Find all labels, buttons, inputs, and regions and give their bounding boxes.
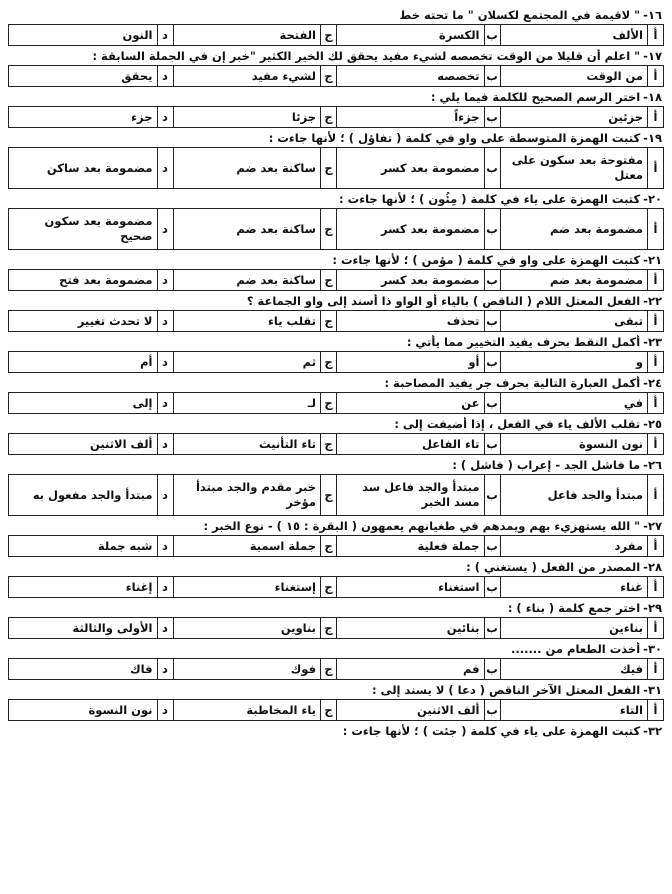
option-letter[interactable]: ب (484, 577, 500, 597)
option-letter[interactable]: ج (320, 434, 336, 454)
option-letter[interactable]: د (157, 66, 173, 86)
question-stem: اختر الرسم الصحيح للكلمة فيما يلي : (430, 90, 641, 104)
question-stem: " اعلم أن قليلا من الوقت تخصصه لشيء مفيد يحقق لك الخير الكثير "خبر إن في الجملة السابقة : (92, 49, 641, 63)
option-letter[interactable]: ب (484, 270, 500, 290)
option-letter[interactable]: ب (484, 475, 500, 515)
question-number: ١٦- (643, 8, 662, 22)
option-letter[interactable]: ج (320, 270, 336, 290)
option-text[interactable]: جزء (131, 109, 153, 124)
question-stem: تقلب الألف ياء في الفعل ، إذا أضيفت إلى : (394, 417, 641, 431)
option-text[interactable]: مبتدأ والجد فاعل (500, 475, 648, 515)
option-letter[interactable]: أ (647, 434, 663, 454)
question-number: ٢٠- (643, 192, 662, 206)
option-letter[interactable]: أ (647, 393, 663, 413)
option-letter[interactable]: أ (647, 311, 663, 331)
option-text[interactable]: يحقق (121, 68, 153, 83)
question-text (8, 417, 664, 433)
question-number: ٢٨- (643, 560, 662, 574)
options-row (8, 392, 664, 414)
option-text[interactable]: مضمومة بعد كسر (336, 270, 484, 290)
option-letter[interactable]: أ (647, 577, 663, 597)
question-text (8, 724, 664, 740)
question-stem: أخذت الطعام من ....... (510, 642, 641, 656)
option-letter[interactable]: أ (647, 659, 663, 679)
option-letter[interactable]: د (157, 270, 173, 290)
question-stem: ما فاشل الجد - إعراب ( فاشل ) : (452, 458, 641, 472)
question-stem: المصدر من الفعل ( يستغني ) : (466, 560, 641, 574)
option-text[interactable]: مضمومة بعد كسر (336, 209, 484, 249)
options-row (8, 474, 664, 516)
options-row (8, 433, 664, 455)
question-text (8, 49, 664, 65)
options-row (8, 658, 664, 680)
question-stem: " الله يستهزيء بهم ويمدهم في طغيانهم يعمهون ( البقرة : ١٥ ) - نوع الخبر : (203, 519, 641, 533)
option-text[interactable]: مضمومة بعد فتح (59, 272, 153, 287)
option-letter[interactable]: ب (484, 659, 500, 679)
question-text (8, 601, 664, 617)
option-text[interactable]: ألف الاثنين (336, 700, 484, 720)
option-letter[interactable]: ج (320, 25, 336, 45)
option-letter[interactable]: أ (647, 209, 663, 249)
question-text (8, 458, 664, 474)
option-letter[interactable]: ج (320, 107, 336, 127)
option-letter[interactable]: ج (320, 536, 336, 556)
options-row (8, 24, 664, 46)
question-text (8, 90, 664, 106)
question-number: ٢٣- (643, 335, 662, 349)
question-text (8, 560, 664, 576)
option-text[interactable]: مفتوحة بعد سكون على معتل (500, 148, 648, 188)
option-letter[interactable]: ج (320, 311, 336, 331)
option-text[interactable]: ألف الاثنين (89, 436, 153, 451)
option-text[interactable]: إغناء (125, 579, 153, 594)
option-letter[interactable]: أ (647, 25, 663, 45)
option-text[interactable]: النون (122, 27, 153, 42)
option-letter[interactable]: ب (484, 393, 500, 413)
option-text[interactable]: خبر مقدم والجد مبتدأ مؤخر (173, 475, 321, 515)
option-letter[interactable]: د (157, 107, 173, 127)
option-letter[interactable]: أ (647, 270, 663, 290)
option-letter[interactable]: د (157, 659, 173, 679)
options-row (8, 351, 664, 373)
question-number: ١٨- (643, 90, 662, 104)
question-number: ٢٩- (643, 601, 662, 615)
question-number: ٢٥- (643, 417, 662, 431)
option-letter[interactable]: ج (320, 352, 336, 372)
question-stem: كتبت الهمزة على ياء في كلمة ( مِئُون ) ؛ لأنها جاءت : (339, 192, 641, 206)
question-number: ٣٠- (643, 642, 662, 656)
option-letter[interactable]: ج (320, 475, 336, 515)
options-row (8, 147, 664, 189)
question-text (8, 376, 664, 392)
option-letter[interactable]: ب (484, 536, 500, 556)
option-text[interactable]: إستغناء (173, 577, 321, 597)
option-text[interactable]: بناءين (500, 618, 648, 638)
options-row (8, 310, 664, 332)
option-letter[interactable]: د (157, 25, 173, 45)
option-text[interactable]: الفتحة (173, 25, 321, 45)
option-letter[interactable]: أ (647, 107, 663, 127)
option-letter[interactable]: ب (484, 618, 500, 638)
option-text[interactable]: إلى (132, 395, 153, 410)
option-text[interactable]: شبه جملة (97, 538, 153, 553)
question-stem: الفعل المعتل اللام ( الناقص ) بالياء أو الواو ذا أسند إلى واو الجماعة ؟ (246, 294, 641, 308)
option-text[interactable]: تخصصه (336, 66, 484, 86)
question-number: ٢٤- (643, 376, 662, 390)
option-text[interactable]: التاء (500, 700, 648, 720)
option-text[interactable]: أو (336, 352, 484, 372)
option-text[interactable]: جزءاً (336, 107, 484, 127)
option-text[interactable]: مضمومة بعد كسر (336, 148, 484, 188)
question-number: ٣٢- (643, 724, 662, 738)
options-row (8, 65, 664, 87)
option-letter[interactable]: ب (484, 311, 500, 331)
option-letter[interactable]: د (157, 209, 173, 249)
option-letter[interactable]: ب (484, 209, 500, 249)
question-number: ٢٦- (643, 458, 662, 472)
option-text[interactable]: مضمومة بعد ضم (500, 209, 648, 249)
option-letter[interactable]: د (157, 618, 173, 638)
option-text[interactable]: مبتدأ والجد مفعول به (32, 487, 153, 502)
question-number: ٢٢- (643, 294, 662, 308)
option-text[interactable]: مضمومة بعد ضم (500, 270, 648, 290)
option-text[interactable]: نون النسوة (88, 702, 153, 717)
question-number: ٢٧- (643, 519, 662, 533)
question-stem: أكمل العبارة التالية بحرف جر يفيد المصاحبة : (384, 376, 641, 390)
option-text[interactable]: استغناء (336, 577, 484, 597)
option-letter[interactable]: د (157, 311, 173, 331)
options-row (8, 208, 664, 250)
option-text[interactable]: جملة فعلية (336, 536, 484, 556)
option-text[interactable]: لـ (173, 393, 321, 413)
option-letter[interactable]: د (157, 577, 173, 597)
options-row (8, 106, 664, 128)
question-number: ١٧- (643, 49, 662, 63)
question-number: ٢١- (643, 253, 662, 267)
options-row (8, 699, 664, 721)
option-text[interactable]: جزئا (173, 107, 321, 127)
question-text (8, 683, 664, 699)
option-text[interactable]: مفرد (500, 536, 648, 556)
option-letter[interactable]: ج (320, 659, 336, 679)
option-text[interactable]: لا تحدث تغيير (77, 313, 153, 328)
options-row (8, 269, 664, 291)
question-number: ٣١- (643, 683, 662, 697)
option-letter[interactable]: أ (647, 148, 663, 188)
option-letter[interactable]: ج (320, 148, 336, 188)
question-text (8, 253, 664, 269)
option-letter[interactable]: أ (647, 700, 663, 720)
option-text[interactable]: الكسرة (336, 25, 484, 45)
option-letter[interactable]: أ (647, 352, 663, 372)
option-text[interactable]: فاك (130, 661, 153, 676)
option-letter[interactable]: ب (484, 25, 500, 45)
option-text[interactable]: ياء المخاطبة (173, 700, 321, 720)
question-text (8, 192, 664, 208)
option-text[interactable]: مبتدأ والجد فاعل سد مسد الخبر (336, 475, 484, 515)
option-text[interactable]: جزئين (500, 107, 648, 127)
option-letter[interactable]: د (157, 352, 173, 372)
option-letter[interactable]: د (157, 475, 173, 515)
option-text[interactable]: فيك (500, 659, 648, 679)
option-text[interactable]: لشيء مفيد (173, 66, 321, 86)
question-stem: أكمل النقط بحرف يفيد التخيير مما يأتي : (406, 335, 641, 349)
option-text[interactable]: تاء التأنيث (173, 434, 321, 454)
option-text[interactable]: تاء الفاعل (336, 434, 484, 454)
options-row (8, 535, 664, 557)
option-letter[interactable]: ب (484, 434, 500, 454)
option-letter[interactable]: ج (320, 393, 336, 413)
option-text[interactable]: الأولى والثالثة (72, 620, 153, 635)
question-text (8, 8, 664, 24)
question-stem: الفعل المعتل الآخر الناقص ( دعا ) لا يسند إلى : (371, 683, 641, 697)
option-letter[interactable]: ج (320, 618, 336, 638)
option-text[interactable]: مضمومة بعد ساكن (46, 160, 153, 175)
option-text[interactable]: مضمومة بعد سكون صحيح (44, 214, 153, 243)
option-text[interactable]: ساكنة بعد ضم (173, 148, 321, 188)
options-row (8, 617, 664, 639)
option-letter[interactable]: د (157, 393, 173, 413)
option-letter[interactable]: ب (484, 148, 500, 188)
option-letter[interactable]: ج (320, 700, 336, 720)
option-letter[interactable]: ج (320, 577, 336, 597)
option-text[interactable]: ساكنة بعد ضم (173, 270, 321, 290)
option-letter[interactable]: د (157, 148, 173, 188)
option-letter[interactable]: ب (484, 107, 500, 127)
option-letter[interactable]: أ (647, 66, 663, 86)
option-letter[interactable]: د (157, 434, 173, 454)
option-text[interactable]: من الوقت (500, 66, 648, 86)
option-letter[interactable]: د (157, 536, 173, 556)
option-text[interactable]: غناء (500, 577, 648, 597)
option-text[interactable]: نون النسوة (500, 434, 648, 454)
question-stem: " لاقيمة في المجتمع لكسلان " ما تحته خط (399, 8, 641, 22)
option-text[interactable]: فم (336, 659, 484, 679)
option-text[interactable]: عن (336, 393, 484, 413)
option-text[interactable]: و (500, 352, 648, 372)
option-text[interactable]: تبقى (500, 311, 648, 331)
option-text[interactable]: الألف (500, 25, 648, 45)
option-letter[interactable]: ج (320, 209, 336, 249)
question-stem: اختر جمع كلمة ( بناء ) : (507, 601, 641, 615)
question-text (8, 335, 664, 351)
option-text[interactable]: ثم (173, 352, 321, 372)
question-stem: كتبت الهمزة المتوسطة على واو في كلمة ( تفاؤل ) ؛ لأنها جاءت : (268, 131, 641, 145)
option-letter[interactable]: أ (647, 536, 663, 556)
option-text[interactable]: أم (140, 354, 153, 369)
option-text[interactable]: بناوين (173, 618, 321, 638)
option-text[interactable]: تحذف (336, 311, 484, 331)
option-letter[interactable]: ب (484, 66, 500, 86)
question-text (8, 519, 664, 535)
question-stem: كتبت الهمزة على ياء في كلمة ( جئت ) ؛ لأنها جاءت : (342, 724, 641, 738)
options-row (8, 576, 664, 598)
option-text[interactable]: فوك (173, 659, 321, 679)
option-text[interactable]: ساكنة بعد ضم (173, 209, 321, 249)
option-letter[interactable]: د (157, 700, 173, 720)
option-text[interactable]: بنائين (336, 618, 484, 638)
option-letter[interactable]: ب (484, 352, 500, 372)
question-text (8, 131, 664, 147)
option-letter[interactable]: ب (484, 700, 500, 720)
option-letter[interactable]: ج (320, 66, 336, 86)
option-text[interactable]: تقلب ياء (173, 311, 321, 331)
option-letter[interactable]: أ (647, 618, 663, 638)
question-text (8, 294, 664, 310)
option-text[interactable]: في (500, 393, 648, 413)
question-stem: كتبت الهمزة على واو في كلمة ( مؤمن ) ؛ لأنها جاءت : (332, 253, 641, 267)
option-text[interactable]: جملة اسمية (173, 536, 321, 556)
option-letter[interactable]: أ (647, 475, 663, 515)
question-number: ١٩- (643, 131, 662, 145)
question-text (8, 642, 664, 658)
